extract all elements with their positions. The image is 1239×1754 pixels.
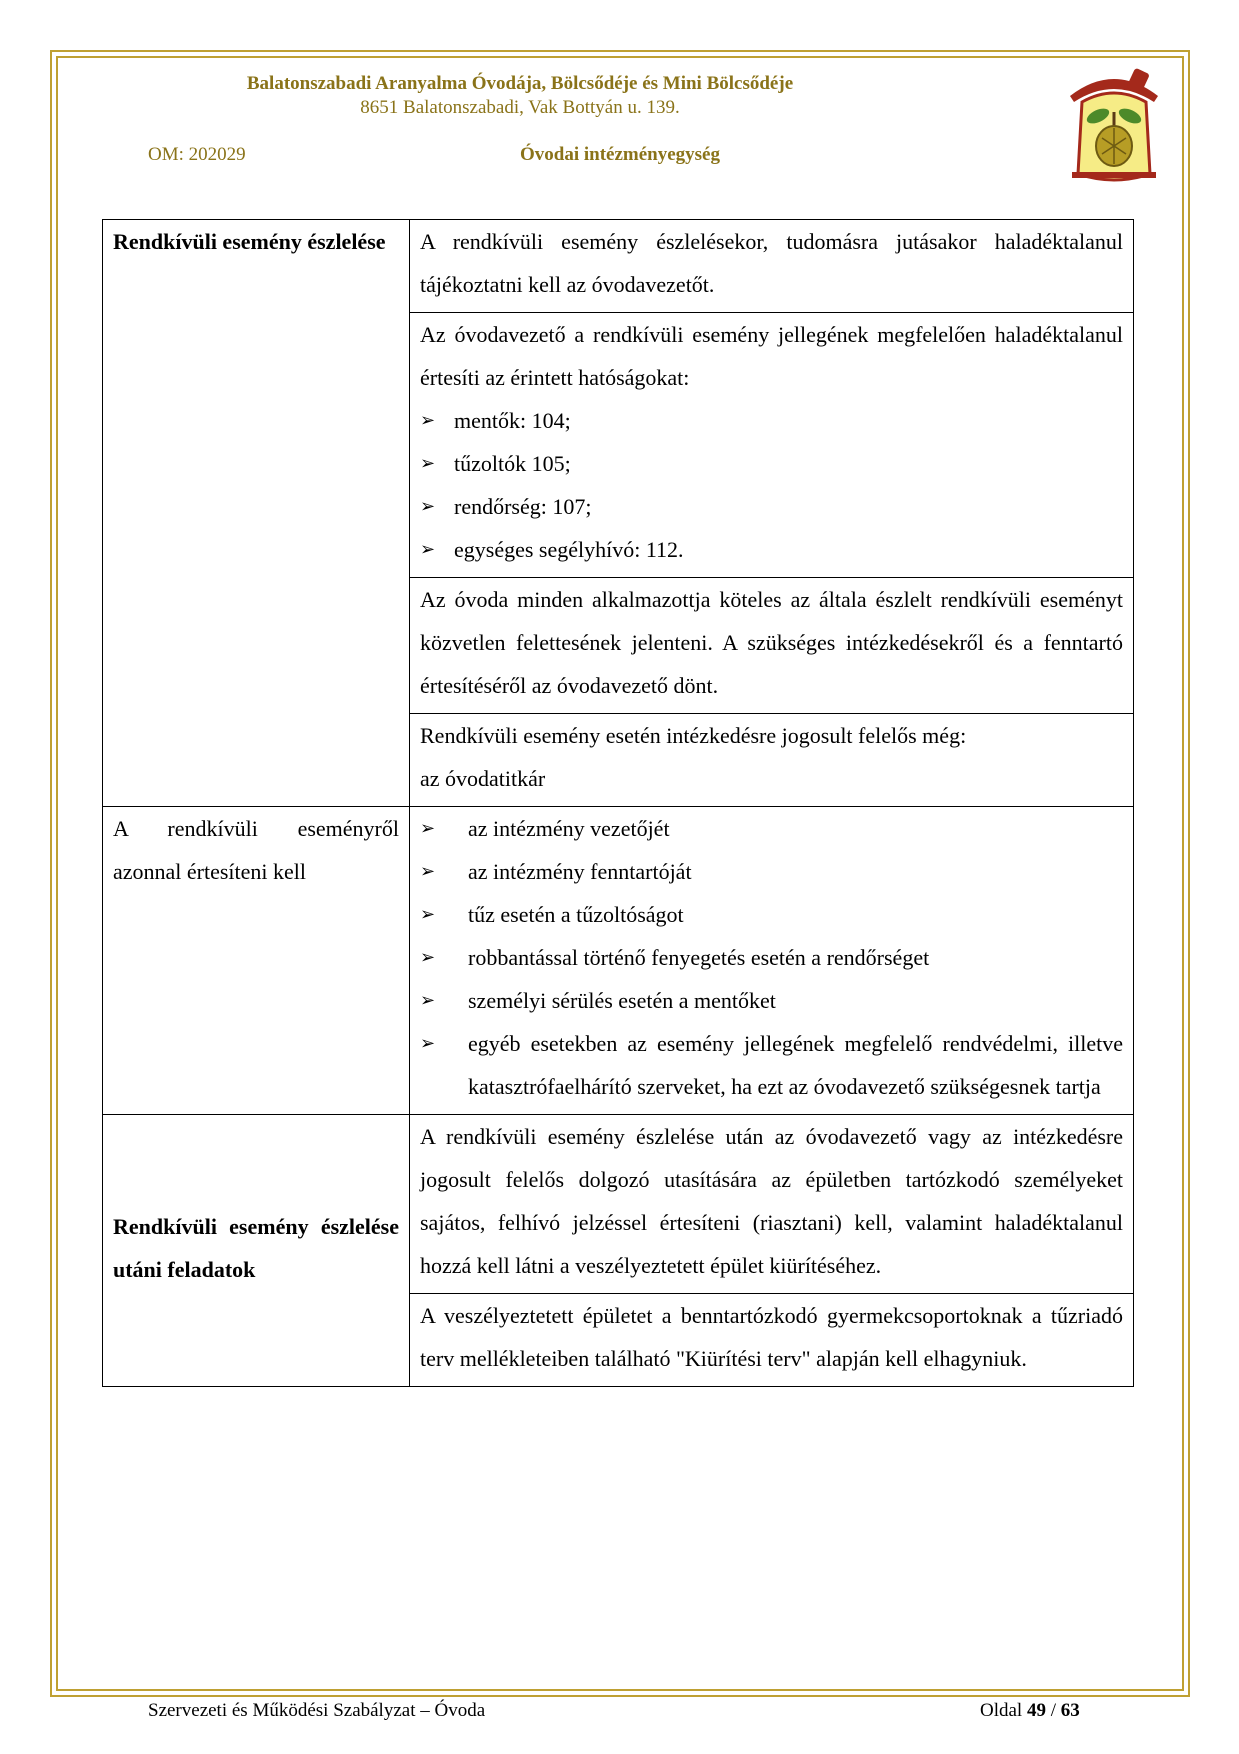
arrow-bullet-icon: ➢: [420, 818, 436, 838]
list-item-text: mentők: 104;: [454, 408, 571, 433]
list-item-text: tűz esetén a tűzoltóságot: [468, 902, 684, 927]
list-item-text: egyéb esetekben az esemény jellegének megfelelő rendvédelmi, illetve katasztrófaelhárító szerveket, ha ezt az óvodavezető szükségesnek tartja: [468, 1031, 1123, 1099]
arrow-bullet-icon: ➢: [420, 453, 436, 473]
institution-name: Balatonszabadi Aranyalma Óvodája, Bölcsődéje és Mini Bölcsődéje: [246, 73, 794, 94]
list-item: [420, 850, 1123, 893]
arrow-bullet-icon: ➢: [420, 1033, 436, 1053]
list-item: [420, 485, 1123, 528]
list-item-text: az intézmény fenntartóját: [468, 859, 692, 884]
list-item-text: tűzoltók 105;: [454, 451, 571, 476]
table-row: [103, 807, 1134, 1115]
table-cell: A veszélyeztetett épületet a benntartózkodó gyermekcsoportoknak a tűzriadó terv mellékleteiben található "Kiürítési terv" alapján kell elhagyniuk.: [410, 1294, 1134, 1387]
table-cell: A rendkívüli esemény észlelése után az óvodavezető vagy az intézkedésre jogosult felelős dolgozó utasítására az épületben tartózkodó személyeket sajátos, felhívó jelzéssel értesíteni (riasztani) kell, valamint haladéktalanul hozzá kell látni a veszélyeztetett épület kiürítéséhez.: [410, 1115, 1134, 1294]
list-item-text: robbantással történő fenyegetés esetén a rendőrséget: [468, 945, 930, 970]
footer-document-title: Szervezeti és Működési Szabályzat – Óvoda: [148, 1700, 486, 1721]
cell-intro: Az óvodavezető a rendkívüli esemény jellegének megfelelően haladéktalanul értesíti az érintett hatóságokat:: [420, 322, 1123, 390]
row-label-notify: A rendkívüli eseményről azonnal értesíteni kell: [103, 807, 410, 1115]
table-cell: [410, 313, 1134, 578]
arrow-bullet-icon: ➢: [420, 947, 436, 967]
table-cell: A rendkívüli esemény észlelésekor, tudomásra jutásakor haladéktalanul tájékoztatni kell az óvodavezetőt.: [410, 220, 1134, 313]
page-number: [980, 1700, 1080, 1722]
list-item: [420, 399, 1123, 442]
table-row: [103, 220, 1134, 313]
cell-line: az óvodatitkár: [420, 766, 546, 791]
list-item-text: az intézmény vezetőjét: [468, 816, 670, 841]
row-label-tasks: Rendkívüli esemény észlelése utáni feladatok: [103, 1115, 410, 1387]
list-item: [420, 1022, 1123, 1108]
arrow-bullet-icon: ➢: [420, 496, 436, 516]
table-cell: [410, 807, 1134, 1115]
list-item-text: rendőrség: 107;: [454, 494, 592, 519]
list-item: [420, 442, 1123, 485]
list-item-text: egységes segélyhívó: 112.: [454, 537, 684, 562]
arrow-bullet-icon: ➢: [420, 904, 436, 924]
unit-name: Óvodai intézményegység: [519, 144, 720, 165]
list-item: [420, 936, 1123, 979]
list-item: [420, 893, 1123, 936]
page-label: Oldal: [980, 1700, 1023, 1721]
page-current: 49: [1026, 1700, 1046, 1721]
list-item: [420, 807, 1123, 850]
arrow-bullet-icon: ➢: [420, 990, 436, 1010]
page-separator: /: [1050, 1700, 1056, 1721]
arrow-bullet-icon: ➢: [420, 539, 436, 559]
table-cell: Az óvoda minden alkalmazottja köteles az általa észlelt rendkívüli eseményt közvetlen felettesének jelenteni. A szükséges intézkedésekről és a fenntartó értesítéséről az óvodavezető dönt.: [410, 578, 1134, 714]
list-item: [420, 528, 1123, 571]
institution-address: 8651 Balatonszabadi, Vak Bottyán u. 139.: [360, 97, 680, 118]
institution-logo-icon: [1062, 66, 1166, 186]
arrow-bullet-icon: ➢: [420, 861, 436, 881]
procedures-table: [102, 219, 1134, 1387]
page-total: 63: [1060, 1700, 1080, 1721]
row-label-detection: Rendkívüli esemény észlelése: [103, 220, 410, 807]
arrow-bullet-icon: ➢: [420, 410, 436, 430]
list-item-text: személyi sérülés esetén a mentőket: [468, 988, 776, 1013]
om-number: OM: 202029: [148, 144, 246, 165]
table-cell: [410, 714, 1134, 807]
table-row: [103, 1115, 1134, 1294]
list-item: [420, 979, 1123, 1022]
cell-line: Rendkívüli esemény esetén intézkedésre jogosult felelős még:: [420, 723, 967, 748]
